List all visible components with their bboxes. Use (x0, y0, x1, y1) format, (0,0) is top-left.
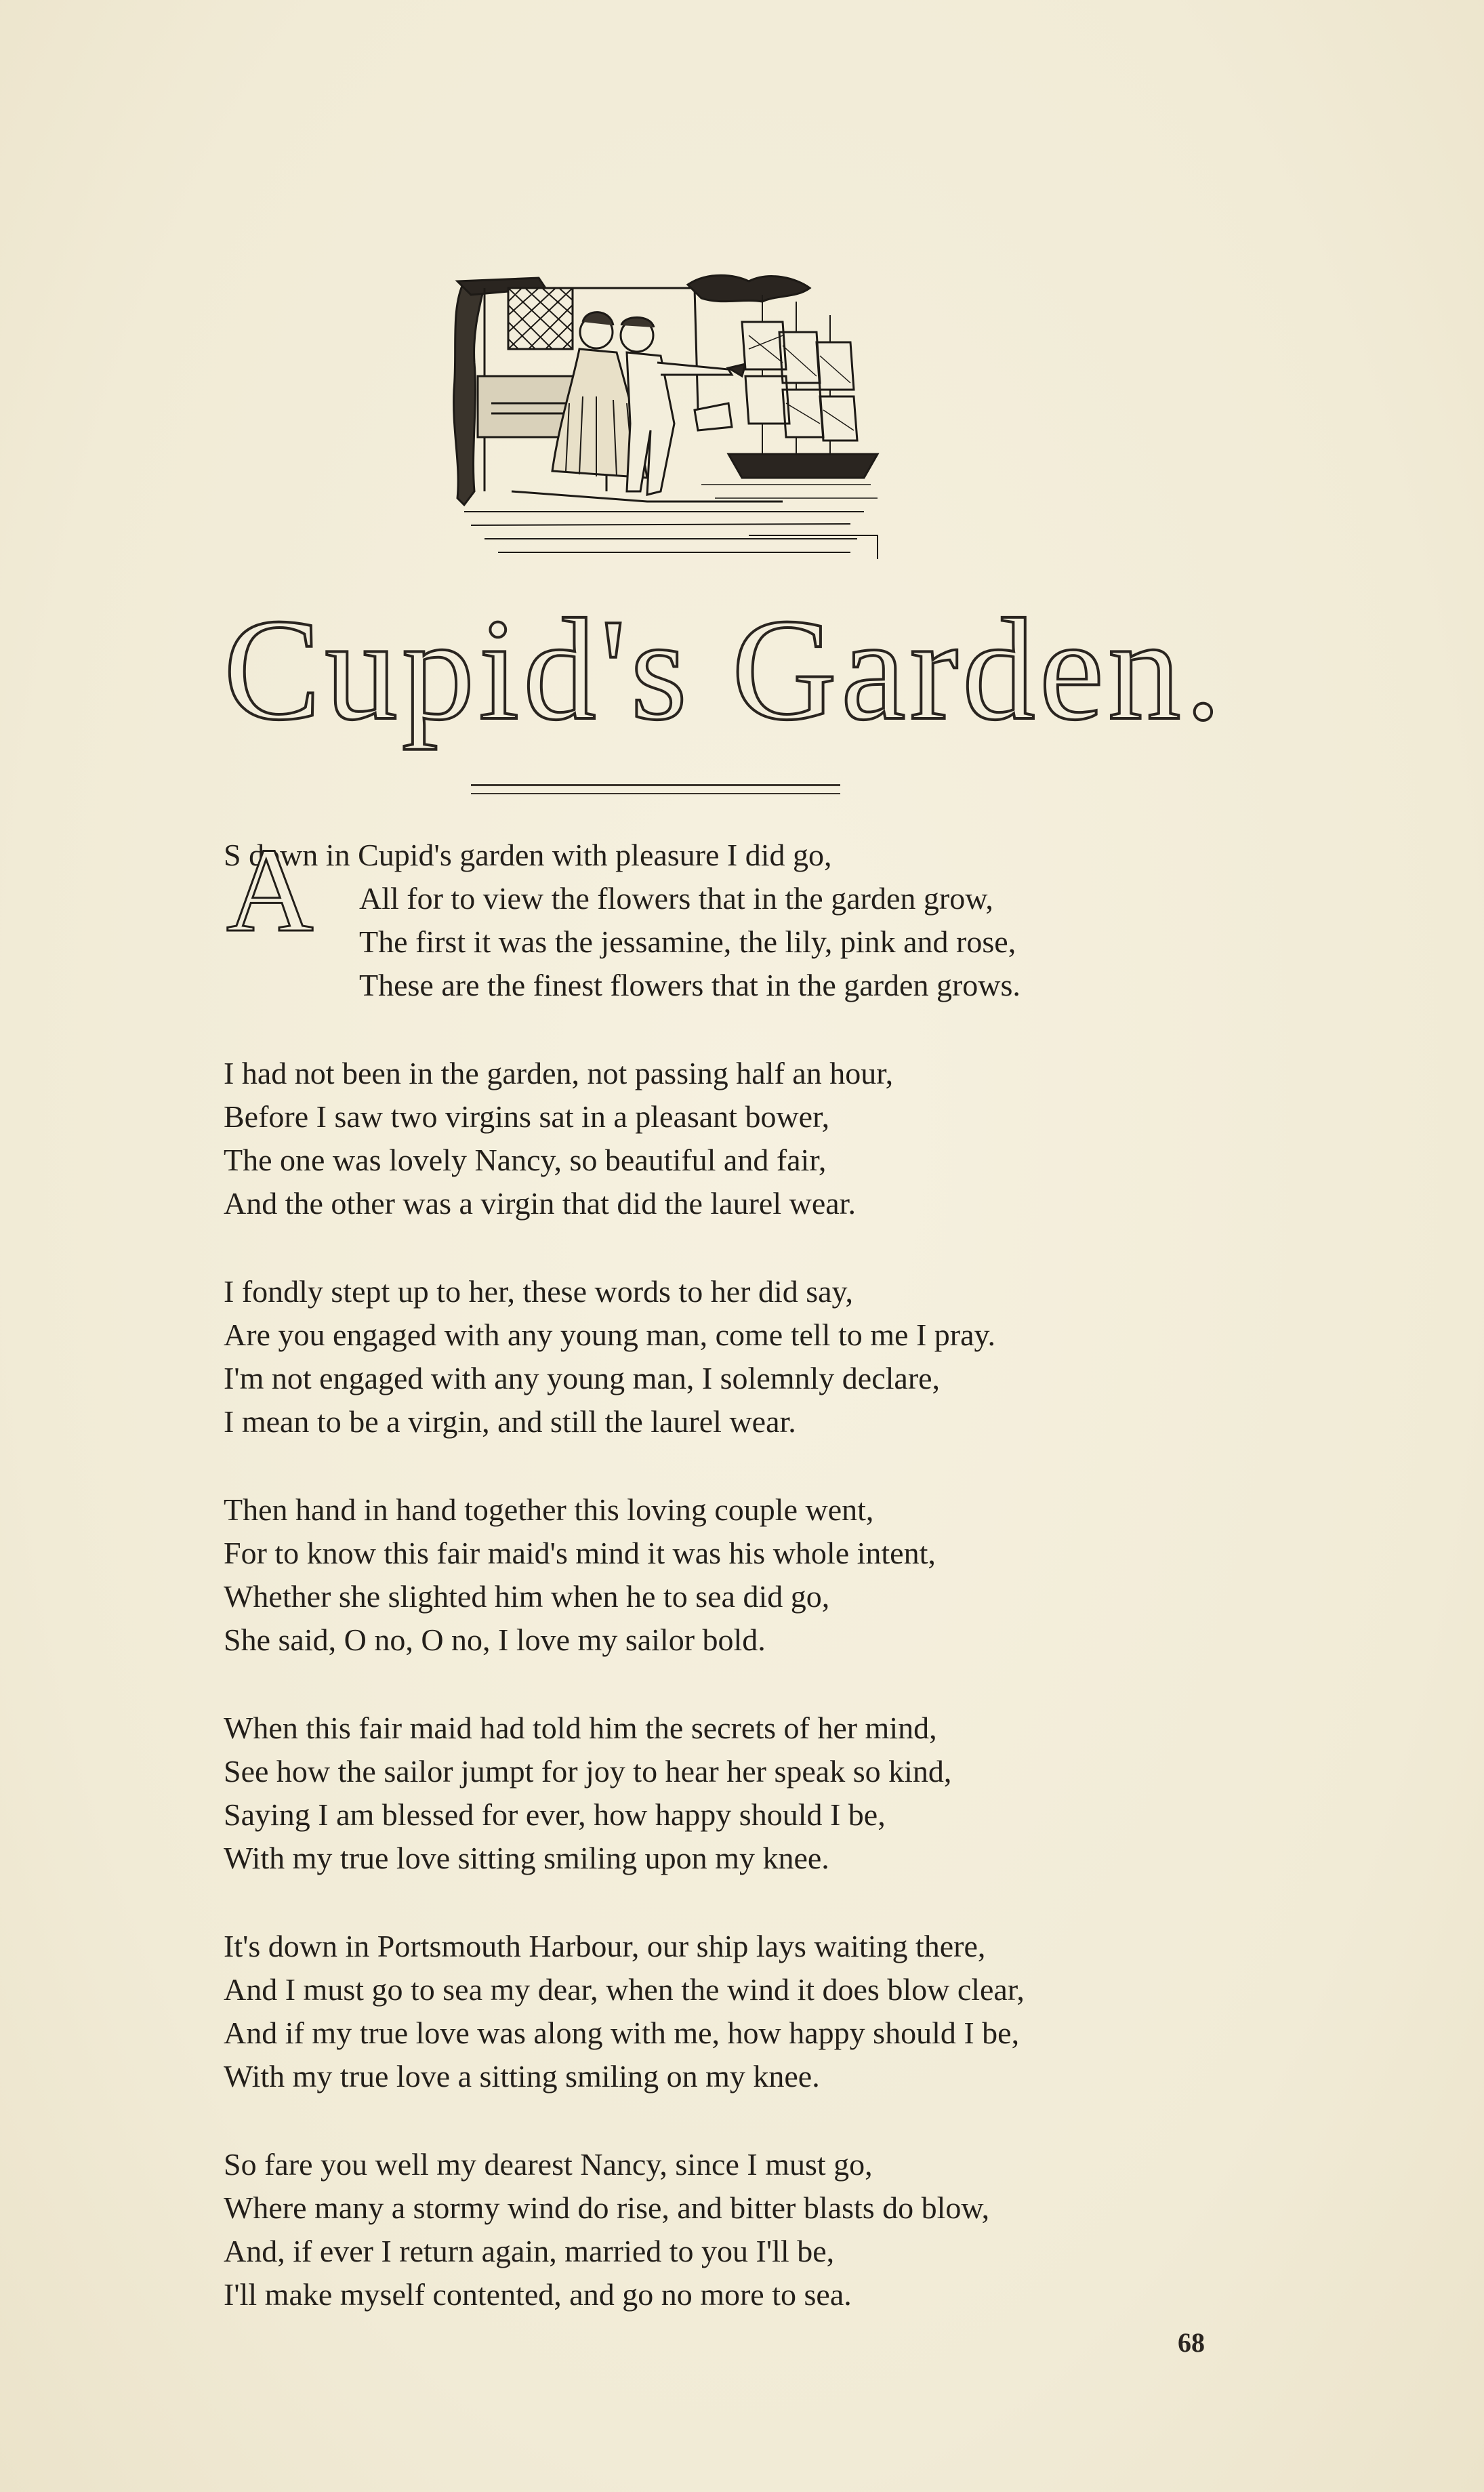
poem-line: She said, O no, O no, I love my sailor bold. (224, 1622, 766, 1657)
poem-line: I'm not engaged with any young man, I solemnly declare, (224, 1361, 941, 1395)
poem-line: Before I saw two virgins sat in a pleasant bower, (224, 1099, 830, 1134)
drop-cap: A (226, 823, 314, 957)
poem-line: I had not been in the garden, not passing half an hour, (224, 1056, 894, 1090)
stanza (224, 1707, 1281, 1880)
poem-line: See how the sailor jumpt for joy to hear her speak so kind, (224, 1754, 952, 1789)
poem-line: I mean to be a virgin, and still the laurel wear. (224, 1404, 796, 1439)
poem-line: When this fair maid had told him the secrets of her mind, (224, 1711, 937, 1745)
poem-line: S down in Cupid's garden with pleasure I did go, (224, 838, 832, 872)
stanza (224, 823, 1281, 1007)
title-divider (471, 784, 840, 794)
poem-line: I'll make myself contented, and go no more to sea. (224, 2277, 852, 2312)
poem-line: Whether she slighted him when he to sea did go, (224, 1579, 830, 1614)
poem-line: With my true love sitting smiling upon my knee. (224, 1841, 829, 1875)
poem-line: The first it was the jessamine, the lily, pink and rose, (359, 924, 1016, 959)
poem-line: For to know this fair maid's mind it was his whole intent, (224, 1536, 936, 1570)
stanza (224, 1925, 1281, 2098)
poem-title: Cupid's Garden. (224, 588, 1226, 750)
poem-line: So fare you well my dearest Nancy, since I must go, (224, 2147, 873, 2182)
poem-line: I fondly stept up to her, these words to her did say, (224, 1274, 854, 1309)
poem-line: And, if ever I return again, married to you I'll be, (224, 2234, 835, 2268)
poem-line: These are the finest flowers that in the garden grows. (359, 968, 1021, 1002)
poem-line: The one was lovely Nancy, so beautiful and fair, (224, 1143, 827, 1177)
stanza (224, 1488, 1281, 1662)
poem-line: It's down in Portsmouth Harbour, our ship lays waiting there, (224, 1929, 986, 1963)
poem-body (224, 823, 1281, 2361)
stanza (224, 1052, 1281, 1225)
poem-line: Then hand in hand together this loving couple went, (224, 1492, 874, 1527)
poem-line: All for to view the flowers that in the garden grow, (359, 881, 993, 916)
poem-line: And if my true love was along with me, how happy should I be, (224, 2016, 1020, 2050)
poem-line: With my true love a sitting smiling on my knee. (224, 2059, 820, 2093)
sailor-and-maiden-woodcut-icon (444, 268, 891, 569)
stanza (224, 2143, 1281, 2316)
poem-line: Saying I am blessed for ever, how happy should I be, (224, 1797, 886, 1832)
stanza (224, 1270, 1281, 1444)
poem-line: Where many a stormy wind do rise, and bitter blasts do blow, (224, 2190, 990, 2225)
page-number: 68 (1178, 2327, 1205, 2358)
poem-line: And I must go to sea my dear, when the wind it does blow clear, (224, 1972, 1025, 2007)
poem-line: And the other was a virgin that did the laurel wear. (224, 1186, 856, 1221)
poem-line: Are you engaged with any young man, come tell to me I pray. (224, 1318, 996, 1352)
